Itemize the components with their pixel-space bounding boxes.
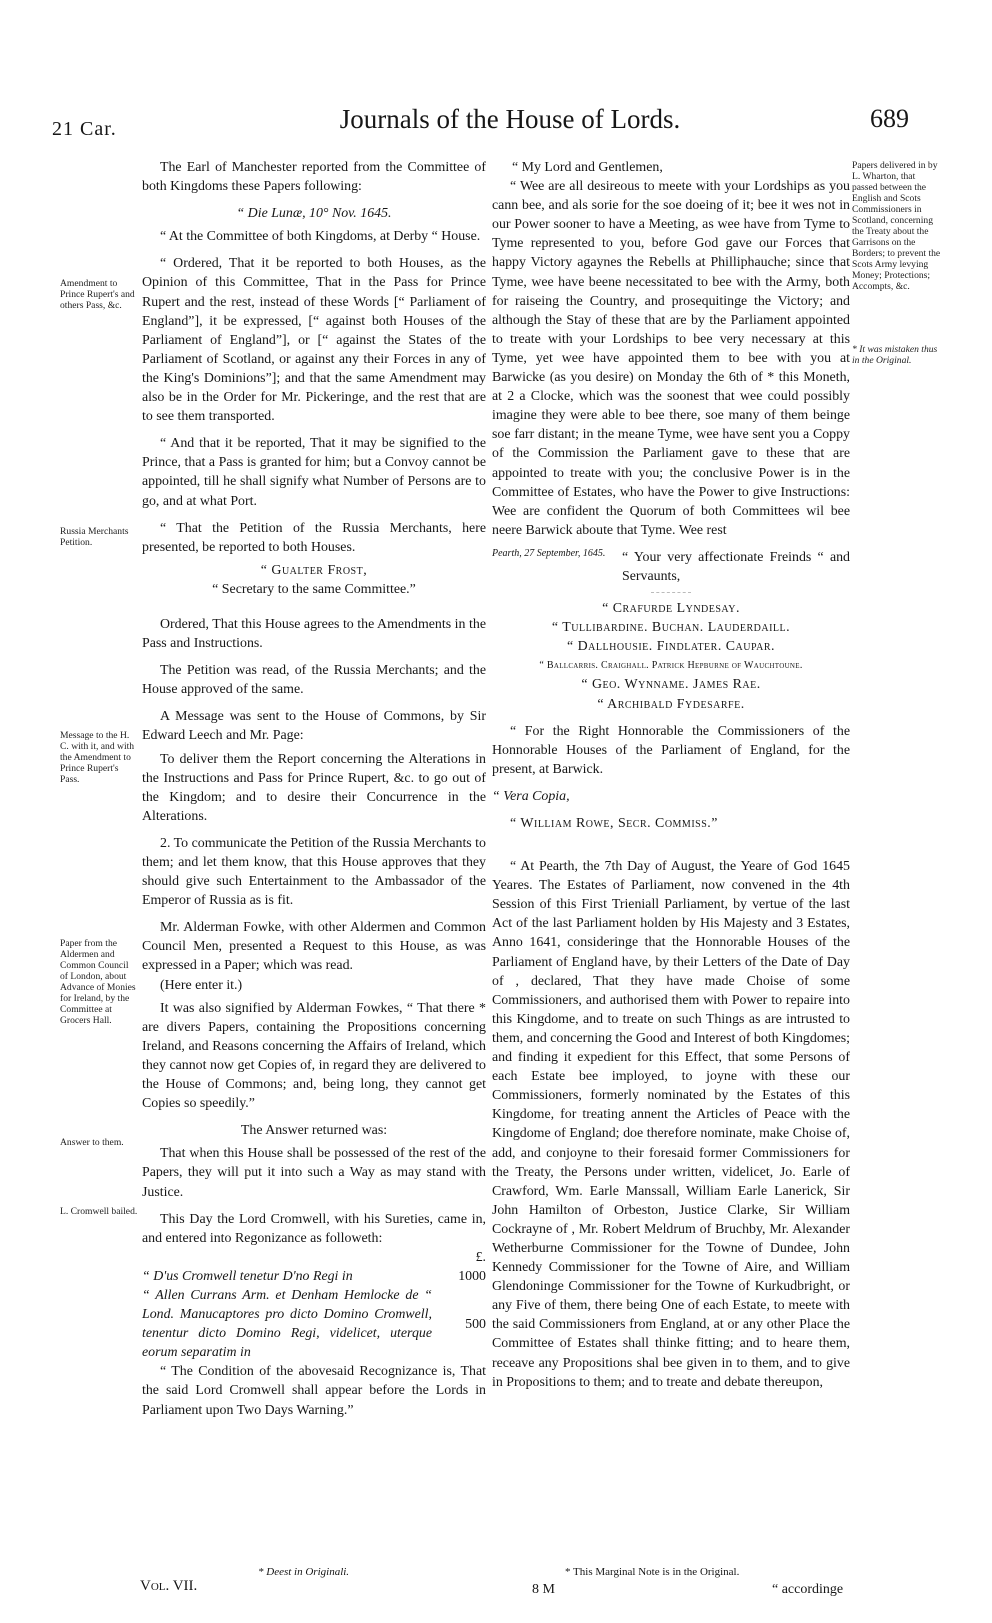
margin-note: Russia Merchants Petition. bbox=[60, 526, 129, 548]
volume: Vol. VII. bbox=[140, 1578, 198, 1594]
paragraph: “ Ordered, That it be reported to both Houses, as the Opinion of this Committee, That in the Pass for Prince Rupert and the rest, instead of these Words [“ Parliament of England”], it be expressed, [“ against both Houses of the Parliament of England”], or [“ against the States of the Parliament of Scotland, or against any their Forces in any of the King's Dominions”]; and that the same Amendment may also be in the Order for Mr. Pickeringe, and the rest that are to see them transported. bbox=[142, 256, 486, 425]
amount: 500 bbox=[465, 1316, 486, 1332]
right-column bbox=[492, 158, 850, 1392]
salutation: “ My Lord and Gentlemen, bbox=[512, 160, 663, 175]
paragraph: “ And that it be reported, That it may be signified to the Prince, that a Pass is granted for him; but a Convoy cannot be appointed, till he shall signify what Number of Persons are to go, and at what Port. bbox=[142, 436, 486, 509]
margin-note: L. Cromwell bailed. bbox=[60, 1206, 138, 1217]
paragraph: “ At Pearth, the 7th Day of August, the Yeare of God 1645 Yeares. The Estates of Parliament, now convened in the 4th Session of this First Trieniall Parliament, by vertue of the last Act of the last Parliament holden by His Majesty and 3 Estates, Anno 1641, consideringe that the Honnorable Houses of the Parliament of England have, by their Letters of the Date of Day of , declared, That they have made Choise of some Commissioners, and authorised them with Power to repaire into this Kingdome, and to treate on such Things as are intrusted to them, and concerning the Good and Interest of both Kingdomes; and finding it expedient for this Effect, that some Persons of each Estate bee imployed, to joyne with these our Commissioners, formerly nominated by the Estates of this Kingdome, for treating annent the Articles of Peace with the Kingdome of England; doe therefore nominate, make Choise of, add, and conjoyne to their foresaid former Commissioners for the Treaty, the Persons under written, videlicet, Jo. Earle of Crawford, Wm. Earle Manssall, William Earle Lanerick, Sir John Hamilton of Orbeston, Justice Clarke, Sir William Cockrayne of , Mr. Robert Meldrum of Bruchby, Mr. Alexander Wetherburne Commissioner for the Towne of Dundee, John Kennedy Commissioner for the Towne of Aire, and William Glendoninge Commissioner for the Towne of Kurkudbright, or any Five of them, there being One of each Estate, to meete with the said Commissioners from England, at or any other Place the Committee of Estates shall thinke fitting; and to heare them, receave any Propositions shal bee given in to them, and to give in Propositions to them; and to treate and debate thereupon, bbox=[492, 859, 850, 1390]
margin-note: Amendment to Prince Rupert's and others Pass, &c. bbox=[60, 278, 135, 311]
signatory: “ Archibald Fydesarfe. bbox=[597, 696, 745, 712]
paragraph: This Day the Lord Cromwell, with his Sureties, came in, and entered into Regonizance as followeth: bbox=[142, 1211, 486, 1246]
amount: 1000 bbox=[458, 1268, 486, 1284]
vera-copia: “ Vera Copia, bbox=[492, 788, 570, 804]
address: “ For the Right Honnorable the Commissioners of the Honnorable Houses of the Parliament of England, for the present, at Barwick. bbox=[492, 723, 850, 777]
footnote: * This Marginal Note is in the Original. bbox=[565, 1566, 740, 1578]
recognizance-line: “ D'us Cromwell tenetur D'no Regi in bbox=[142, 1268, 353, 1284]
closing: “ Your very affectionate Freinds “ and Servaunts, bbox=[622, 549, 850, 584]
signature-mark: 8 M bbox=[532, 1582, 555, 1597]
page-title: Journals of the House of Lords. bbox=[339, 104, 681, 134]
paragraph: “ Die Lunæ, 10° Nov. 1645. bbox=[236, 206, 392, 222]
signatory: “ Dallhousie. Findlater. Caupar. bbox=[567, 639, 775, 655]
margin-note: Message to the H. C. with it, and with the Amendment to Prince Rupert's Pass. bbox=[60, 730, 135, 785]
signature: “ Gualter Frost, bbox=[260, 562, 368, 578]
running-head-left: 21 Car. bbox=[52, 118, 117, 140]
left-column bbox=[142, 158, 486, 1420]
signatory: “ Tullibardine. Buchan. Lauderdaill. bbox=[551, 620, 791, 636]
paragraph: Ordered, That this House agrees to the Amendments in the Pass and Instructions. bbox=[142, 616, 486, 652]
paragraph: “ At the Committee of both Kingdoms, at Derby “ House. bbox=[160, 229, 481, 245]
signatory: “ Crafurde Lyndesay. bbox=[602, 601, 740, 617]
paragraph: To deliver them the Report concerning the Alterations in the Instructions and Pass for Prince Rupert, &c. to go out of the Kingdom; and to desire their Concurrence in the Alterations. bbox=[142, 751, 486, 824]
catchword: “ accordinge bbox=[772, 1582, 844, 1597]
footnote: * Deest in Originali. bbox=[258, 1566, 350, 1578]
paragraph: The Earl of Manchester reported from the Committee of both Kingdoms these Papers following: bbox=[142, 160, 486, 195]
page-number: 689 bbox=[870, 104, 909, 133]
paragraph: 2. To communicate the Petition of the Russia Merchants to them; and let them know, that this House approves that they should give such Entertainment to the Ambassador of the Emperor of Russia as is fit. bbox=[142, 835, 486, 909]
margin-note: Paper from the Aldermen and Common Council of London, about Advance of Monies for Ireland, by the Committee at Grocers Hall. bbox=[60, 938, 136, 1026]
currency-heading: £. bbox=[475, 1249, 486, 1265]
margin-note: Papers delivered in by L. Wharton, that passed between the English and Scots Commissioners in Scotland, concerning the Treaty about the Garrisons on the Borders; to prevent the Scots Army levying Money; Protections; Accompts, &c. bbox=[852, 160, 941, 292]
paragraph: The Petition was read, of the Russia Merchants; and the House approved of the same. bbox=[142, 663, 486, 698]
signature-title: “ Secretary to the same Committee.” bbox=[212, 581, 416, 597]
secretary: “ William Rowe, Secr. Commiss.” bbox=[510, 816, 718, 831]
date-line: Pearth, 27 September, 1645. bbox=[492, 547, 606, 559]
margin-note: * It was mistaken thus in the Original. bbox=[852, 344, 938, 366]
recognizance-line: “ Allen Currans Arm. et Denham Hemlocke de “ Lond. Manucaptores pro dicto Domino Cromwell, tenentur dicto Domino Regi, videlicet, uterque eorum separatim in bbox=[142, 1287, 432, 1361]
signatory: “ Ballcarris. Craighall. Patrick Hepburne of Wauchtoune. bbox=[539, 660, 803, 672]
paragraph: It was also signified by Alderman Fowkes, “ That there * are divers Papers, containing the Propositions concerning Ireland, and Reasons concerning the Affairs of Ireland, which they cannot now get Copies of, in regard they are delivered to the House of Commons; and, being long, they cannot get Copies so speedily.” bbox=[142, 1000, 486, 1112]
paragraph: (Here enter it.) bbox=[160, 977, 243, 993]
paragraph: “ Wee are all desireous to meete with your Lordships as you cann bee, and als sorie for the soe doeing of it; bee it wes not in our Power sooner to have a Meeting, as wee have from Tyme to Tyme represented to you, before God gave our Forces that happy Victory agaynes the Rebells at Philliphauche; since that Tyme, wee have beene necessitated to bee with the Army, both for raiseing the Country, and prosequitinge the Victory; and although the Stay of these that are by the Parliament appointed to treate with your Lordships to bee very necessary at this Tyme, yet wee have appointed them to bee with you at Barwicke (as you desire) on Monday the 6th of * this Moneth, at 2 a Clocke, which was the soonest that wee could possibly imagine they were able to bee there, soe many of them beinge soe farr distant; in the meane Tyme, wee have sent you a Coppy of the Commission the Parliament gave to these that are appointed to treate with you; the conclusive Power is in the Committee of Estates, who have the Power to give Instructions: Wee are confident the Quorum of both Committees wil bee neere Barwick aboute that Tyme. Wee rest bbox=[492, 179, 850, 538]
paragraph: “ The Condition of the abovesaid Recognizance is, That the said Lord Cromwell shall appear before the Lords in Parliament upon Two Days Warning.” bbox=[142, 1364, 486, 1418]
signatory: “ Geo. Wynname. James Rae. bbox=[581, 677, 761, 693]
paragraph: “ That the Petition of the Russia Merchants, here presented, be reported to both Houses. bbox=[142, 520, 486, 555]
paragraph: The Answer returned was: bbox=[240, 1123, 388, 1139]
paragraph: A Message was sent to the House of Commons, by Sir Edward Leech and Mr. Page: bbox=[142, 709, 486, 744]
margin-note: Answer to them. bbox=[60, 1137, 124, 1148]
paragraph: Mr. Alderman Fowke, with other Aldermen and Common Council Men, presented a Request to this House, as was expressed in a Paper; which was read. bbox=[142, 920, 486, 974]
paragraph: That when this House shall be possessed of the rest of the Papers, they will put it into such a Way as may stand with Justice. bbox=[142, 1146, 486, 1200]
